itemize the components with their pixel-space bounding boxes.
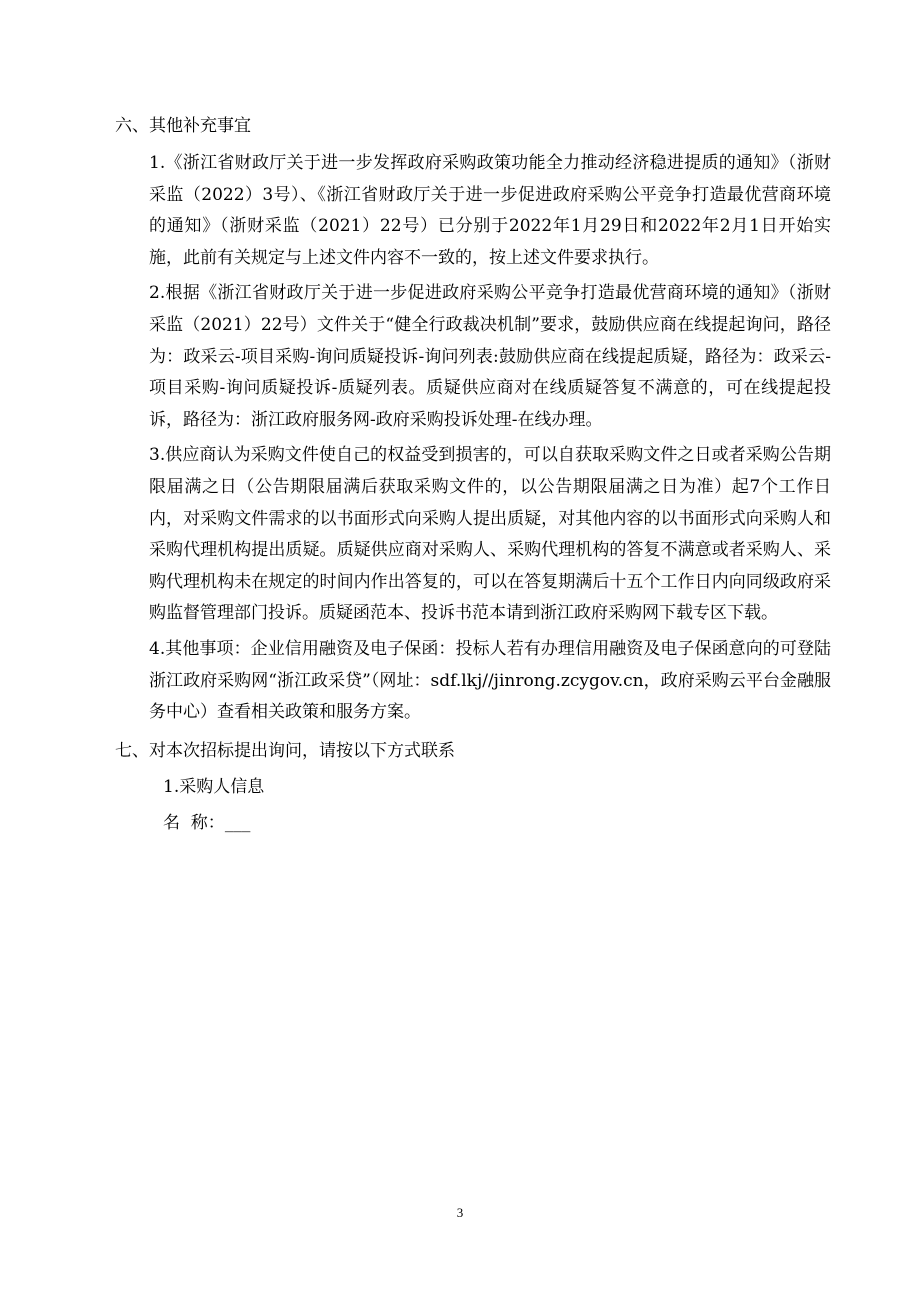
section-7-heading: 七、对本次招标提出询问，请按以下方式联系	[115, 740, 455, 761]
purchaser-name-line	[115, 809, 831, 837]
section-6-item-2: 2.根据《浙江省财政厅关于进一步促进政府采购公平竞争打造最优营商环境的通知》（浙财采监（2021）22号）文件关于“健全行政裁决机制”要求，鼓励供应商在线提起询问，路径为：政采云-项目采购-询问质疑投诉-询问列表:鼓励供应商在线提起质疑，路径为：政采云-项目采购-询问质疑投诉-质疑列表。质疑供应商对在线质疑答复不满意的，可在线提起投诉，路径为：浙江政府服务网-政府采购投诉处理-在线办理。	[149, 283, 831, 430]
section-6-heading: 六、其他补充事宜	[115, 116, 251, 136]
purchaser-info-heading: 1.采购人信息	[163, 776, 265, 797]
purchaser-name-label: 名 称：	[163, 812, 225, 833]
page-number: 3	[456, 1205, 464, 1220]
section-6-item-3: 3.供应商认为采购文件使自己的权益受到损害的，可以自获取采购文件之日或者采购公告期限届满之日（公告期限届满后获取采购文件的，以公告期限届满之日为准）起7个工作日内，对采购文件需求的以书面形式向采购人提出质疑，对其他内容的以书面形式向采购人和采购代理机构提出质疑。质疑供应商对采购人、采购代理机构的答复不满意或者采购人、采购代理机构未在规定的时间内作出答复的，可以在答复期满后十五个工作日内向同级政府采购监督管理部门投诉。质疑函范本、投诉书范本请到浙江政府采购网下载专区下载。	[149, 445, 831, 624]
page-content	[115, 112, 831, 837]
section-6-item-1: 1.《浙江省财政厅关于进一步发挥政府采购政策功能全力推动经济稳进提质的通知》（浙财采监（2022）3号）、《浙江省财政厅关于进一步促进政府采购公平竞争打造最优营商环境的通知》（浙财采监（2021）22号）已分别于2022年1月29日和2022年2月1日开始实施，此前有关规定与上述文件内容不一致的，按上述文件要求执行。	[149, 153, 831, 268]
purchaser-name-value: ___	[224, 812, 251, 833]
section-6-item-4: 4.其他事项：企业信用融资及电子保函：投标人若有办理信用融资及电子保函意向的可登陆浙江政府采购网“浙江政采贷”（网址：sdf.lkj//jinrong.zcygov.cn，政府采购云平台金融服务中心）查看相关政策和服务方案。	[149, 638, 831, 723]
